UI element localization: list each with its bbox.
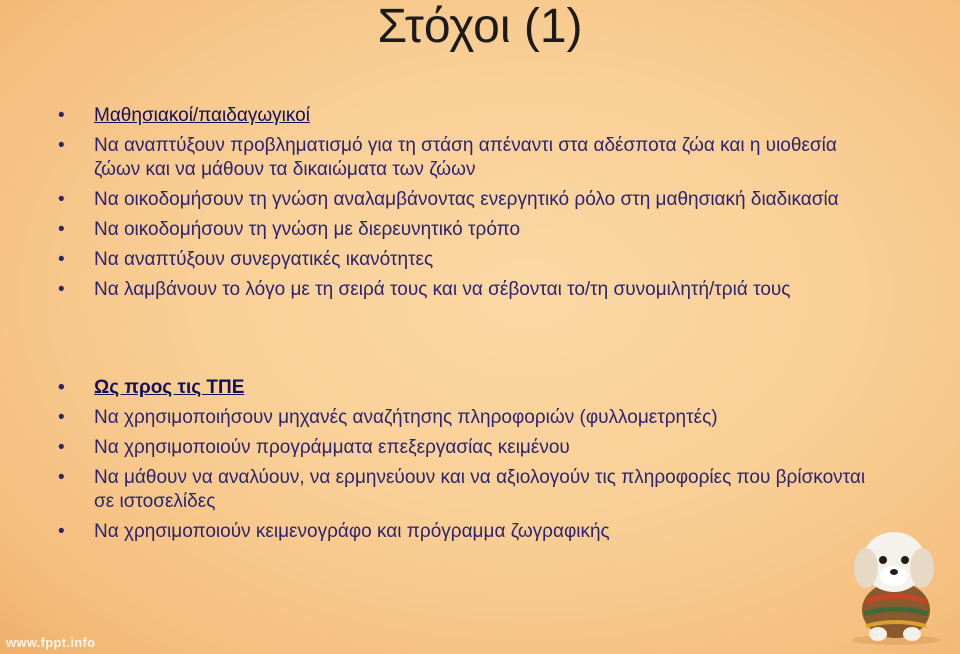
list-item: • Να μάθουν να αναλύουν, να ερμηνεύουν και να αξιολογούν τις πληροφορίες που βρίσκονται σε ιστοσελίδες xyxy=(58,466,888,514)
list-item: • Να αναπτύξουν προβληματισμό για τη στάση απέναντι στα αδέσποτα ζώα και η υιοθεσία ζώων και να μάθουν τα δικαιώματα των ζώων xyxy=(58,134,888,182)
ict-goals-list xyxy=(58,376,888,550)
slide-title: Στόχοι (1) xyxy=(377,0,583,53)
list-item: • Να λαμβάνουν το λόγο με τη σειρά τους και να σέβονται το/τη συνομιλητή/τριά τους xyxy=(58,278,888,302)
list-item: • Να χρησιμοποιούν προγράμματα επεξεργασίας κειμένου xyxy=(58,436,888,460)
learning-goals-list xyxy=(58,104,888,308)
section-heading-learning: • Μαθησιακοί/παιδαγωγικοί xyxy=(58,104,888,128)
watermark: www.fppt.info xyxy=(6,635,96,650)
list-item: • Να χρησιμοποιήσουν μηχανές αναζήτησης πληροφοριών (φυλλομετρητές) xyxy=(58,406,888,430)
puppy-image xyxy=(838,518,950,646)
list-item: • Να οικοδομήσουν τη γνώση με διερευνητικό τρόπο xyxy=(58,218,888,242)
section-heading-ict: • Ως προς τις ΤΠΕ xyxy=(58,376,888,400)
list-item: • Να αναπτύξουν συνεργατικές ικανότητες xyxy=(58,248,888,272)
list-item: • Να χρησιμοποιούν κειμενογράφο και πρόγραμμα ζωγραφικής xyxy=(58,520,888,544)
list-item: • Να οικοδομήσουν τη γνώση αναλαμβάνοντας ενεργητικό ρόλο στη μαθησιακή διαδικασία xyxy=(58,188,888,212)
